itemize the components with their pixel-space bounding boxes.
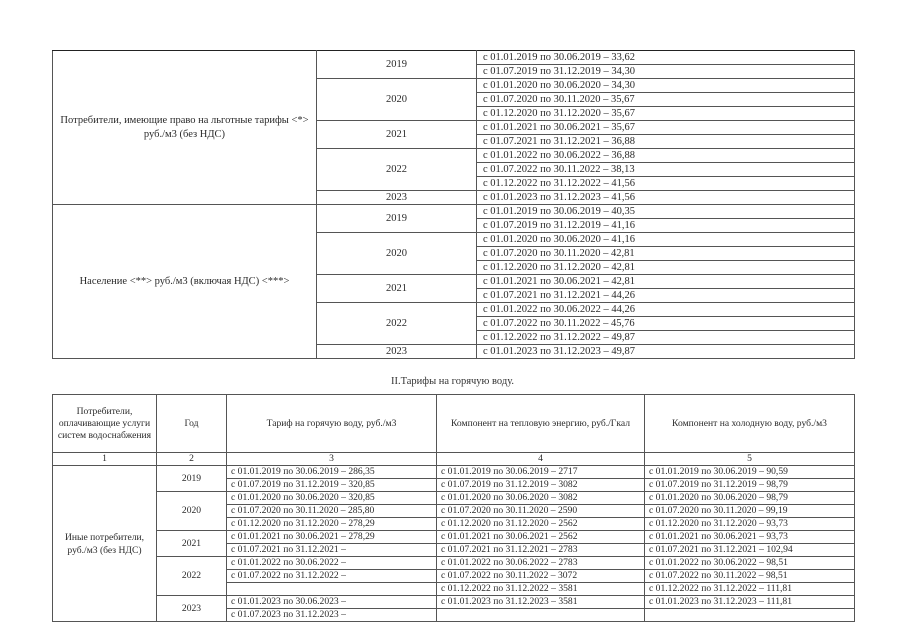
tariff-period-cell: с 01.12.2020 по 31.12.2020 – 35,67	[477, 107, 855, 121]
table-row	[53, 531, 855, 544]
year-cell: 2019	[317, 205, 477, 233]
tariff-period-cell: с 01.01.2019 по 30.06.2019 – 33,62	[477, 51, 855, 65]
tariff-period-cell: с 01.07.2022 по 30.11.2022 – 45,76	[477, 317, 855, 331]
tariff-period-cell: с 01.01.2023 по 31.12.2023 – 41,56	[477, 191, 855, 205]
year-cell: 2022	[157, 557, 227, 596]
tariff-value-cell: с 01.01.2020 по 30.06.2020 – 320,85	[227, 492, 437, 505]
tariff-period-cell: с 01.07.2019 по 31.12.2019 – 41,16	[477, 219, 855, 233]
tariff-period-cell: с 01.01.2022 по 30.06.2022 – 44,26	[477, 303, 855, 317]
tariff-value-cell: с 01.01.2022 по 30.06.2022 – 98,51	[645, 557, 855, 570]
column-number: 1	[53, 453, 157, 466]
table-row	[53, 492, 855, 505]
tariff-period-cell: с 01.01.2021 по 30.06.2021 – 42,81	[477, 275, 855, 289]
table-row	[53, 51, 855, 65]
tariff-value-cell: с 01.01.2019 по 30.06.2019 – 2717	[437, 466, 645, 479]
tariff-period-cell: с 01.07.2022 по 30.11.2022 – 38,13	[477, 163, 855, 177]
tariff-value-cell: с 01.07.2021 по 31.12.2021 – 2783	[437, 544, 645, 557]
tariff-value-cell: с 01.07.2023 по 31.12.2023 –	[227, 609, 437, 622]
tariff-value-cell: с 01.01.2021 по 30.06.2021 – 93,73	[645, 531, 855, 544]
tariff-value-cell: с 01.01.2023 по 30.06.2023 –	[227, 596, 437, 609]
tariff-value-cell: с 01.12.2020 по 31.12.2020 – 93,73	[645, 518, 855, 531]
tariff-period-cell: с 01.07.2021 по 31.12.2021 – 36,88	[477, 135, 855, 149]
column-number: 3	[227, 453, 437, 466]
year-cell: 2021	[317, 275, 477, 303]
tariff-value-cell: с 01.07.2019 по 31.12.2019 – 320,85	[227, 479, 437, 492]
consumer-category-cell: Население <**> руб./м3 (включая НДС) <***>	[53, 205, 317, 359]
tariff-value-cell: с 01.07.2022 по 30.11.2022 – 98,51	[645, 570, 855, 583]
tariff-value-cell: с 01.01.2019 по 30.06.2019 – 286,35	[227, 466, 437, 479]
tariff-value-cell: с 01.01.2022 по 30.06.2022 – 2783	[437, 557, 645, 570]
year-cell: 2019	[157, 466, 227, 492]
tariff-value-cell: с 01.01.2022 по 30.06.2022 –	[227, 557, 437, 570]
table-row	[53, 466, 855, 479]
year-cell: 2023	[317, 191, 477, 205]
tariff-value-cell: с 01.12.2022 по 31.12.2022 – 111,81	[645, 583, 855, 596]
table-row	[53, 557, 855, 570]
year-cell: 2021	[317, 121, 477, 149]
column-number: 4	[437, 453, 645, 466]
consumer-category-cell: Иные потребители, руб./м3 (без НДС)	[53, 466, 157, 622]
year-cell: 2023	[317, 345, 477, 359]
tariff-period-cell: с 01.01.2020 по 30.06.2020 – 41,16	[477, 233, 855, 247]
header-hot-water-tariff: Тариф на горячую воду, руб./м3	[227, 395, 437, 453]
tariff-period-cell: с 01.12.2022 по 31.12.2022 – 49,87	[477, 331, 855, 345]
tariff-period-cell: с 01.07.2020 по 30.11.2020 – 35,67	[477, 93, 855, 107]
tariff-period-cell: с 01.07.2020 по 30.11.2020 – 42,81	[477, 247, 855, 261]
year-cell: 2021	[157, 531, 227, 557]
tariff-table-hot-water	[52, 394, 855, 622]
header-consumers: Потребители, оплачивающие услуги систем водоснабжения	[53, 395, 157, 453]
tariff-value-cell: с 01.01.2021 по 30.06.2021 – 2562	[437, 531, 645, 544]
tariff-value-cell: с 01.07.2022 по 31.12.2022 –	[227, 570, 437, 583]
tariff-value-cell	[645, 609, 855, 622]
consumer-category-cell: Потребители, имеющие право на льготные тарифы <*> руб./м3 (без НДС)	[53, 51, 317, 205]
tariff-value-cell: с 01.12.2020 по 31.12.2020 – 2562	[437, 518, 645, 531]
tariff-value-cell: с 01.01.2020 по 30.06.2020 – 3082	[437, 492, 645, 505]
table-row	[53, 205, 855, 219]
year-cell: 2022	[317, 149, 477, 191]
tariff-value-cell: с 01.01.2020 по 30.06.2020 – 98,79	[645, 492, 855, 505]
tariff-value-cell: с 01.07.2020 по 30.11.2020 – 2590	[437, 505, 645, 518]
table-row	[53, 596, 855, 609]
year-cell: 2023	[157, 596, 227, 622]
tariff-value-cell: с 01.07.2022 по 30.11.2022 – 3072	[437, 570, 645, 583]
year-cell: 2020	[317, 79, 477, 121]
header-year: Год	[157, 395, 227, 453]
tariff-period-cell: с 01.01.2020 по 30.06.2020 – 34,30	[477, 79, 855, 93]
tariff-period-cell: с 01.01.2021 по 30.06.2021 – 35,67	[477, 121, 855, 135]
tariff-value-cell: с 01.07.2020 по 30.11.2020 – 99,19	[645, 505, 855, 518]
year-cell: 2019	[317, 51, 477, 79]
year-cell: 2020	[317, 233, 477, 275]
year-cell: 2020	[157, 492, 227, 531]
header-row	[53, 395, 855, 453]
column-number: 2	[157, 453, 227, 466]
tariff-value-cell	[437, 609, 645, 622]
tariff-value-cell: с 01.01.2023 по 31.12.2023 – 3581	[437, 596, 645, 609]
tariff-value-cell: с 01.07.2021 по 31.12.2021 – 102,94	[645, 544, 855, 557]
tariff-value-cell: с 01.01.2023 по 31.12.2023 – 111,81	[645, 596, 855, 609]
tariff-value-cell: с 01.12.2020 по 31.12.2020 – 278,29	[227, 518, 437, 531]
tariff-value-cell: с 01.07.2021 по 31.12.2021 –	[227, 544, 437, 557]
tariff-period-cell: с 01.07.2019 по 31.12.2019 – 34,30	[477, 65, 855, 79]
tariff-value-cell: с 01.07.2019 по 31.12.2019 – 3082	[437, 479, 645, 492]
column-number-row	[53, 453, 855, 466]
tariff-period-cell: с 01.07.2021 по 31.12.2021 – 44,26	[477, 289, 855, 303]
tariff-value-cell: с 01.01.2021 по 30.06.2021 – 278,29	[227, 531, 437, 544]
tariff-period-cell: с 01.01.2023 по 31.12.2023 – 49,87	[477, 345, 855, 359]
column-number: 5	[645, 453, 855, 466]
tariff-value-cell: с 01.12.2022 по 31.12.2022 – 3581	[437, 583, 645, 596]
year-cell: 2022	[317, 303, 477, 345]
tariff-period-cell: с 01.12.2020 по 31.12.2020 – 42,81	[477, 261, 855, 275]
tariff-value-cell: с 01.01.2019 по 30.06.2019 – 90,59	[645, 466, 855, 479]
header-cold-water-component: Компонент на холодную воду, руб./м3	[645, 395, 855, 453]
tariff-table-cold-water	[52, 50, 855, 359]
tariff-period-cell: с 01.01.2022 по 30.06.2022 – 36,88	[477, 149, 855, 163]
header-heat-component: Компонент на тепловую энергию, руб./Гкал	[437, 395, 645, 453]
tariff-value-cell: с 01.07.2020 по 30.11.2020 – 285,80	[227, 505, 437, 518]
section-title: II.Тарифы на горячую воду.	[390, 376, 515, 387]
tariff-value-cell: с 01.07.2019 по 31.12.2019 – 98,79	[645, 479, 855, 492]
tariff-period-cell: с 01.01.2019 по 30.06.2019 – 40,35	[477, 205, 855, 219]
tariff-value-cell	[227, 583, 437, 596]
tariff-period-cell: с 01.12.2022 по 31.12.2022 – 41,56	[477, 177, 855, 191]
